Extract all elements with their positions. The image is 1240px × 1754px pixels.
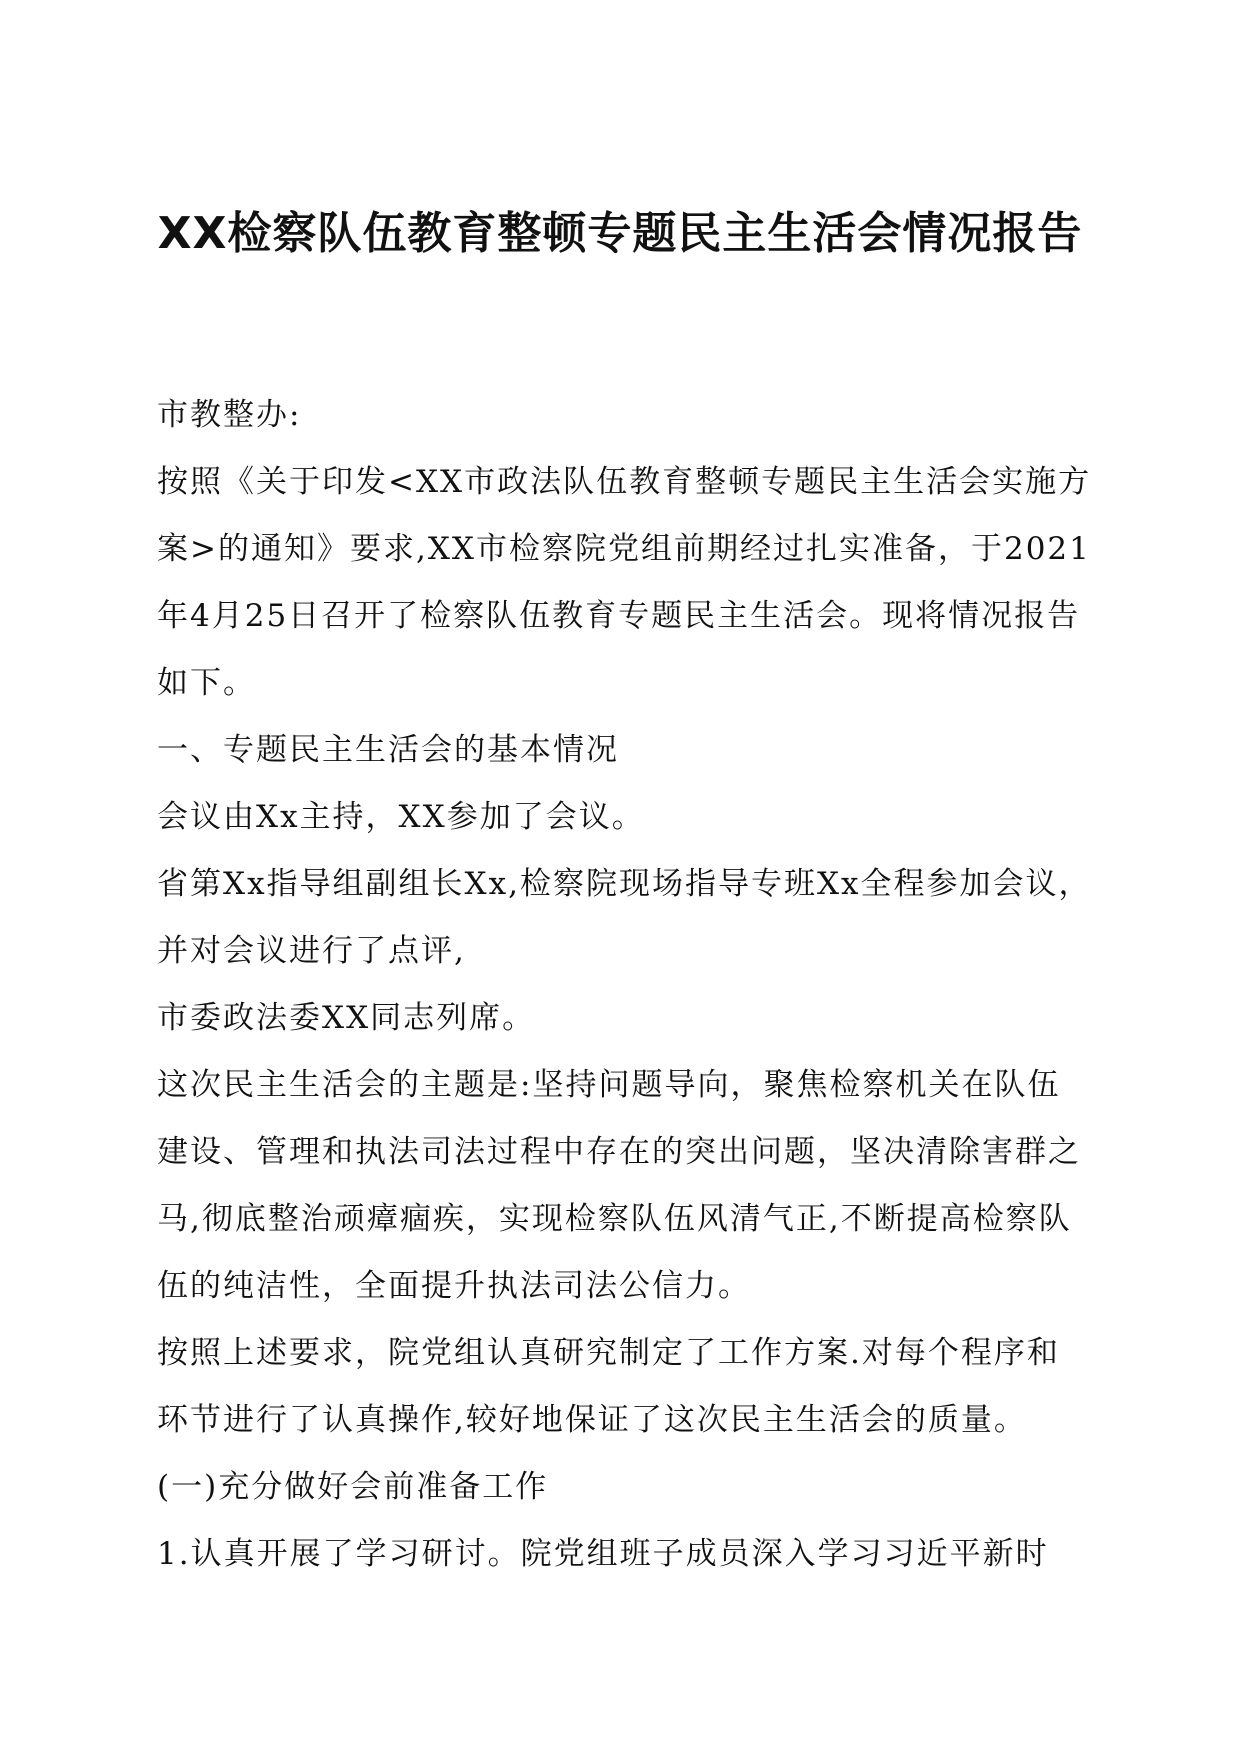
body-paragraph: 省第Xx指导组副组长Xx,检察院现场指导专班Xx全程参加会议，并对会议进行了点评, bbox=[157, 866, 1092, 969]
document-title: XX检察队伍教育整顿专题民主生活会情况报告 bbox=[157, 208, 1083, 259]
document-body bbox=[157, 382, 1092, 1588]
section-heading: 一、专题民主生活会的基本情况 bbox=[157, 732, 619, 768]
intro-paragraph: 按照《关于印发<XX市政法队伍教育整顿专题民主生活会实施方案>的通知》要求,XX市检察院党组前期经过扎实准备，于2021年4月25日召开了检察队伍教育专题民主生活会。现将情况报告如下。 bbox=[157, 464, 1092, 701]
body-paragraph: 这次民主生活会的主题是:坚持问题导向，聚焦检察机关在队伍建设、管理和执法司法过程中存在的突出问题，坚决清除害群之马,彻底整治顽瘴痼疾，实现检察队伍风清气正,不断提高检察队伍的纯洁性，全面提升执法司法公信力。 bbox=[157, 1067, 1081, 1304]
subsection-heading: (一)充分做好会前准备工作 bbox=[157, 1469, 549, 1505]
body-paragraph: 按照上述要求，院党组认真研究制定了工作方案.对每个程序和环节进行了认真操作,较好地保证了这次民主生活会的质量。 bbox=[157, 1335, 1060, 1438]
body-paragraph: 市委政法委XX同志列席。 bbox=[157, 1000, 536, 1036]
body-paragraph: 1.认真开展了学习研讨。院党组班子成员深入学习习近平新时 bbox=[157, 1536, 1049, 1572]
salutation: 市教整办: bbox=[157, 397, 302, 433]
body-paragraph: 会议由Xx主持，XX参加了会议。 bbox=[157, 799, 645, 835]
